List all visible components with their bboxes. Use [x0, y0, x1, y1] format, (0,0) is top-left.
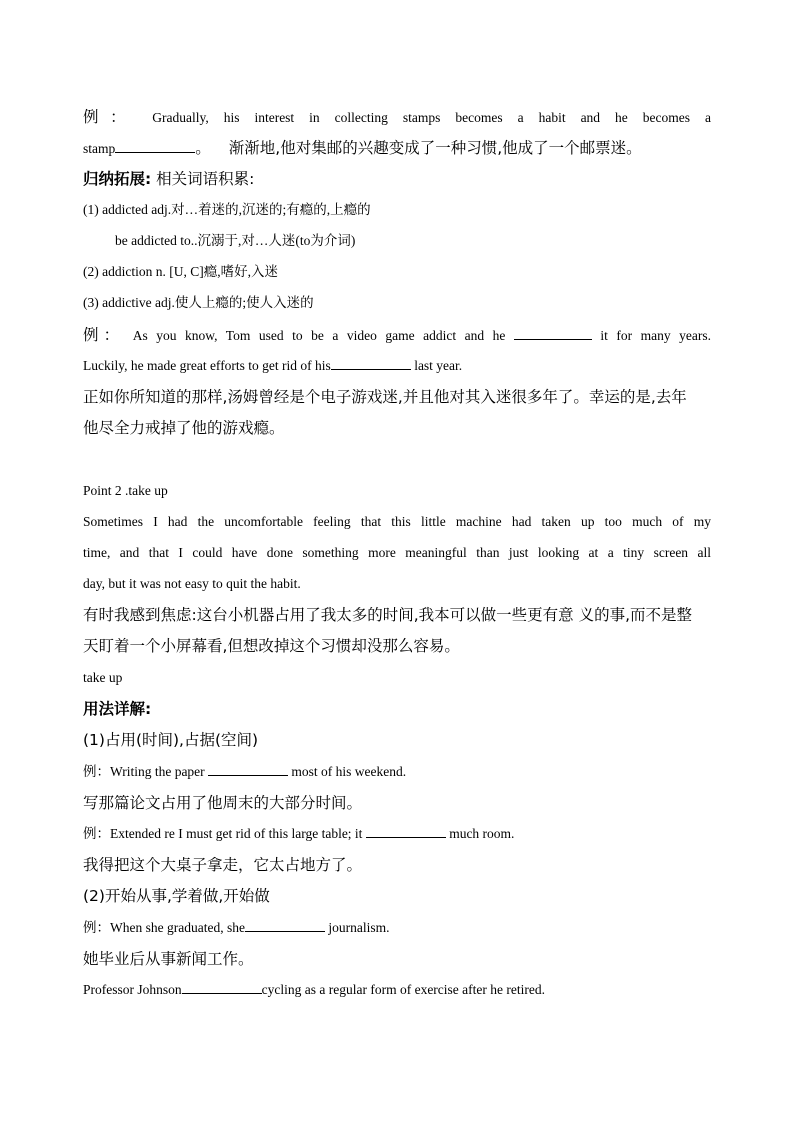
example1-line2: [83, 138, 711, 158]
example2-translation-1: 正如你所知道的那样,汤姆曾经是个电子游戏迷,并且他对其入迷很多年了。幸运的是,去年: [83, 388, 687, 406]
example2-text-b: it for many years.: [600, 328, 712, 343]
summary-subheading: 相关词语积累:: [156, 170, 255, 188]
usage-example-3-zh: 她毕业后从事新闻工作。: [83, 950, 254, 968]
usage-example-2: [83, 824, 711, 844]
summary-item-3: (3) addictive adj.使人上瘾的;使人入迷的: [83, 295, 314, 310]
point2-title: Point 2 .take up: [83, 483, 168, 498]
blank-line: [208, 763, 288, 776]
usage-example-3-b: journalism.: [328, 920, 390, 935]
example-label: 例：: [83, 108, 138, 126]
usage-sense-2: (2)开始从事,学着做,开始做: [83, 887, 270, 905]
usage-example-4-a: Professor Johnson: [83, 982, 182, 997]
summary-item-2: (2) addiction n. [U, C]瘾,嗜好,入迷: [83, 264, 278, 279]
usage-heading: 用法详解:: [83, 700, 152, 718]
usage-sense-1: (1)占用(时间),占据(空间): [83, 731, 259, 749]
example-label: 例：: [83, 326, 125, 344]
summary-item-1-sub: be addicted to..沉溺于,对…人迷(to为介词): [115, 233, 356, 248]
usage-example-3: [83, 918, 711, 938]
blank-line: [331, 357, 411, 370]
blank-line: [514, 327, 592, 340]
summary-heading: 归纳拓展:: [83, 170, 152, 188]
example1-period: 。: [195, 139, 211, 157]
point2-en-1: Sometimes I had the uncomfortable feeling that this little machine had taken up too much of my: [83, 514, 711, 529]
point2-zh-1: 有时我感到焦虑:这台小机器占用了我太多的时间,我本可以做一些更有意 义的事,而不是整: [83, 606, 693, 624]
example1-line1: [83, 107, 711, 127]
point2-term: take up: [83, 670, 123, 685]
usage-example-2-b: much room.: [449, 826, 515, 841]
usage-example-1-zh: 写那篇论文占用了他周末的大部分时间。: [83, 794, 363, 812]
usage-example-4: [83, 980, 711, 1000]
example2-text-c: Luckily, he made great efforts to get rid of his: [83, 358, 331, 373]
blank-line: [115, 140, 195, 153]
example2-text-a: As you know, Tom used to be a video game addict and he: [132, 328, 506, 343]
usage-example-1-b: most of his weekend.: [291, 764, 407, 779]
usage-example-2-zh: 我得把这个大桌子拿走，它太占地方了。: [83, 856, 363, 874]
point2-en-2: time, and that I could have done something more meaningful than just looking at a tiny screen all: [83, 545, 711, 560]
example2-line2: [83, 356, 711, 376]
usage-example-1: [83, 762, 711, 782]
point2-zh-2: 天盯着一个小屏幕看,但想改掉这个习惯却没那么容易。: [83, 637, 460, 655]
example2-line1: [83, 325, 711, 345]
usage-example-3-a: 例：When she graduated, she: [83, 920, 245, 935]
blank-line: [182, 981, 262, 994]
example2-translation-2: 他尽全力戒掉了他的游戏瘾。: [83, 419, 285, 437]
example1-stamp: stamp: [83, 141, 116, 156]
blank-line: [245, 919, 325, 932]
example1-text: Gradually, his interest in collecting stamps becomes a habit and he becomes a: [152, 110, 711, 125]
point2-en-3: day, but it was not easy to quit the habit.: [83, 576, 301, 591]
example1-translation: 渐渐地,他对集邮的兴趣变成了一种习惯,他成了一个邮票迷。: [228, 139, 642, 157]
usage-example-1-a: 例：Writing the paper: [83, 764, 205, 779]
usage-example-2-a: 例：Extended re I must get rid of this large table; it: [83, 826, 363, 841]
summary-item-1: (1) addicted adj.对…着迷的,沉迷的;有瘾的,上瘾的: [83, 202, 371, 217]
example2-text-d: last year.: [414, 358, 463, 373]
summary-heading-line: [83, 169, 711, 189]
blank-line: [366, 825, 446, 838]
usage-example-4-b: cycling as a regular form of exercise after he retired.: [261, 982, 545, 997]
